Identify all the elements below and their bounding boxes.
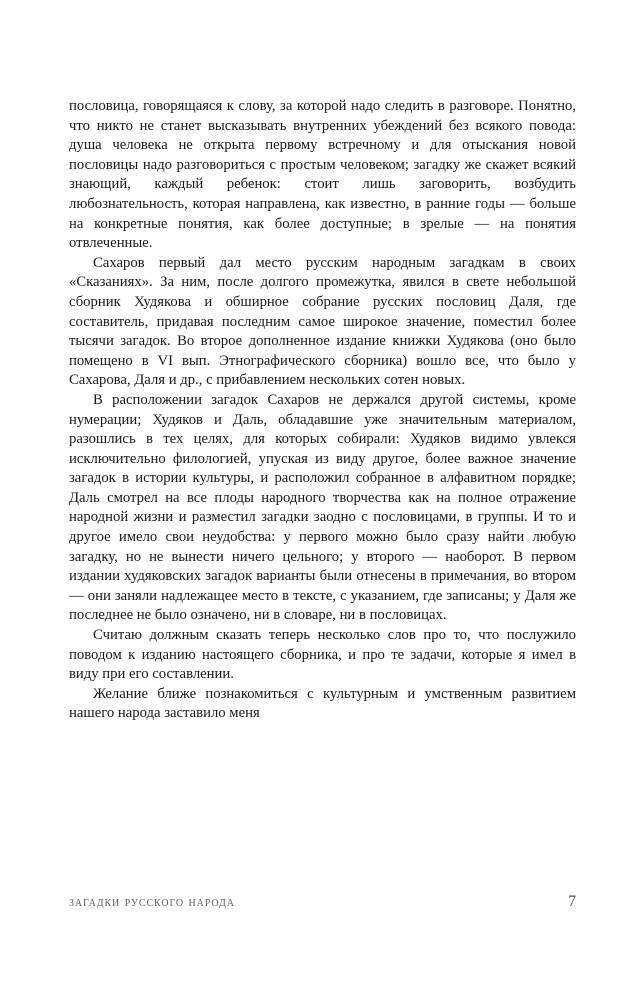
- running-foot-title: загадки русского народа: [69, 894, 235, 910]
- paragraph: пословица, говорящаяся к слову, за которой надо следить в разговоре. Понятно, что никто не станет высказывать внутренних убеждений без всякого повода: душа человека не открыта первому встречному и для отыскания новой пословицы надо разговориться с простым человеком; загадку же скажет всякий знающий, каждый ребенок: стоит лишь заговорить, возбудить любознательность, которая направлена, как известно, в ранние годы — больше на конкретные понятия, как более доступные; в зрелые — на понятия отвлеченные.: [69, 98, 576, 252]
- paragraph: Желание ближе познакомиться с культурным и умственным развитием нашего народа заставило меня: [69, 685, 576, 722]
- page-body-text: [69, 97, 576, 724]
- page-number: 7: [568, 893, 576, 910]
- paragraph: Сахаров первый дал место русским народным загадкам в своих «Сказаниях». За ним, после долгого промежутка, явился в свете небольшой сборник Худякова и обширное собрание русских пословиц Даля, где составитель, придавая последним самое широкое значение, поместил более тысячи загадок. Во второе дополненное издание книжки Худякова (оно было помещено в VI вып. Этнографического сборника) вошло все, что было у Сахарова, Даля и др., с прибавлением нескольких сотен новых.: [69, 254, 576, 389]
- paragraph: Считаю должным сказать теперь несколько слов про то, что послужило поводом к изданию настоящего сборника, и про те задачи, которые я имел в виду при его составлении.: [69, 627, 576, 683]
- paragraph: В расположении загадок Сахаров не держался другой системы, кроме нумерации; Худяков и Даль, обладавшие уже значительным материалом, разошлись в тех целях, для которых собирали: Худяков видимо увлекся исключительно филологией, упуская из виду другое, более важное значение загадок в истории культуры, и расположил собранное в алфавитном порядке; Даль смотрел на все плоды народного творчества как на полное отражение народной жизни и разместил загадки заодно с пословицами, в группы. И то и другое имело свои неудобства: у первого можно было сразу найти любую загадку, но не вынести ничего цельного; у второго — наоборот. В первом издании худяковских загадок варианты были отнесены в примечания, во втором — они заняли надлежащее место в тексте, с указанием, где записаны; у Даля же последнее не было означено, ни в словаре, ни в пословицах.: [69, 391, 576, 624]
- page-footer: [69, 893, 576, 911]
